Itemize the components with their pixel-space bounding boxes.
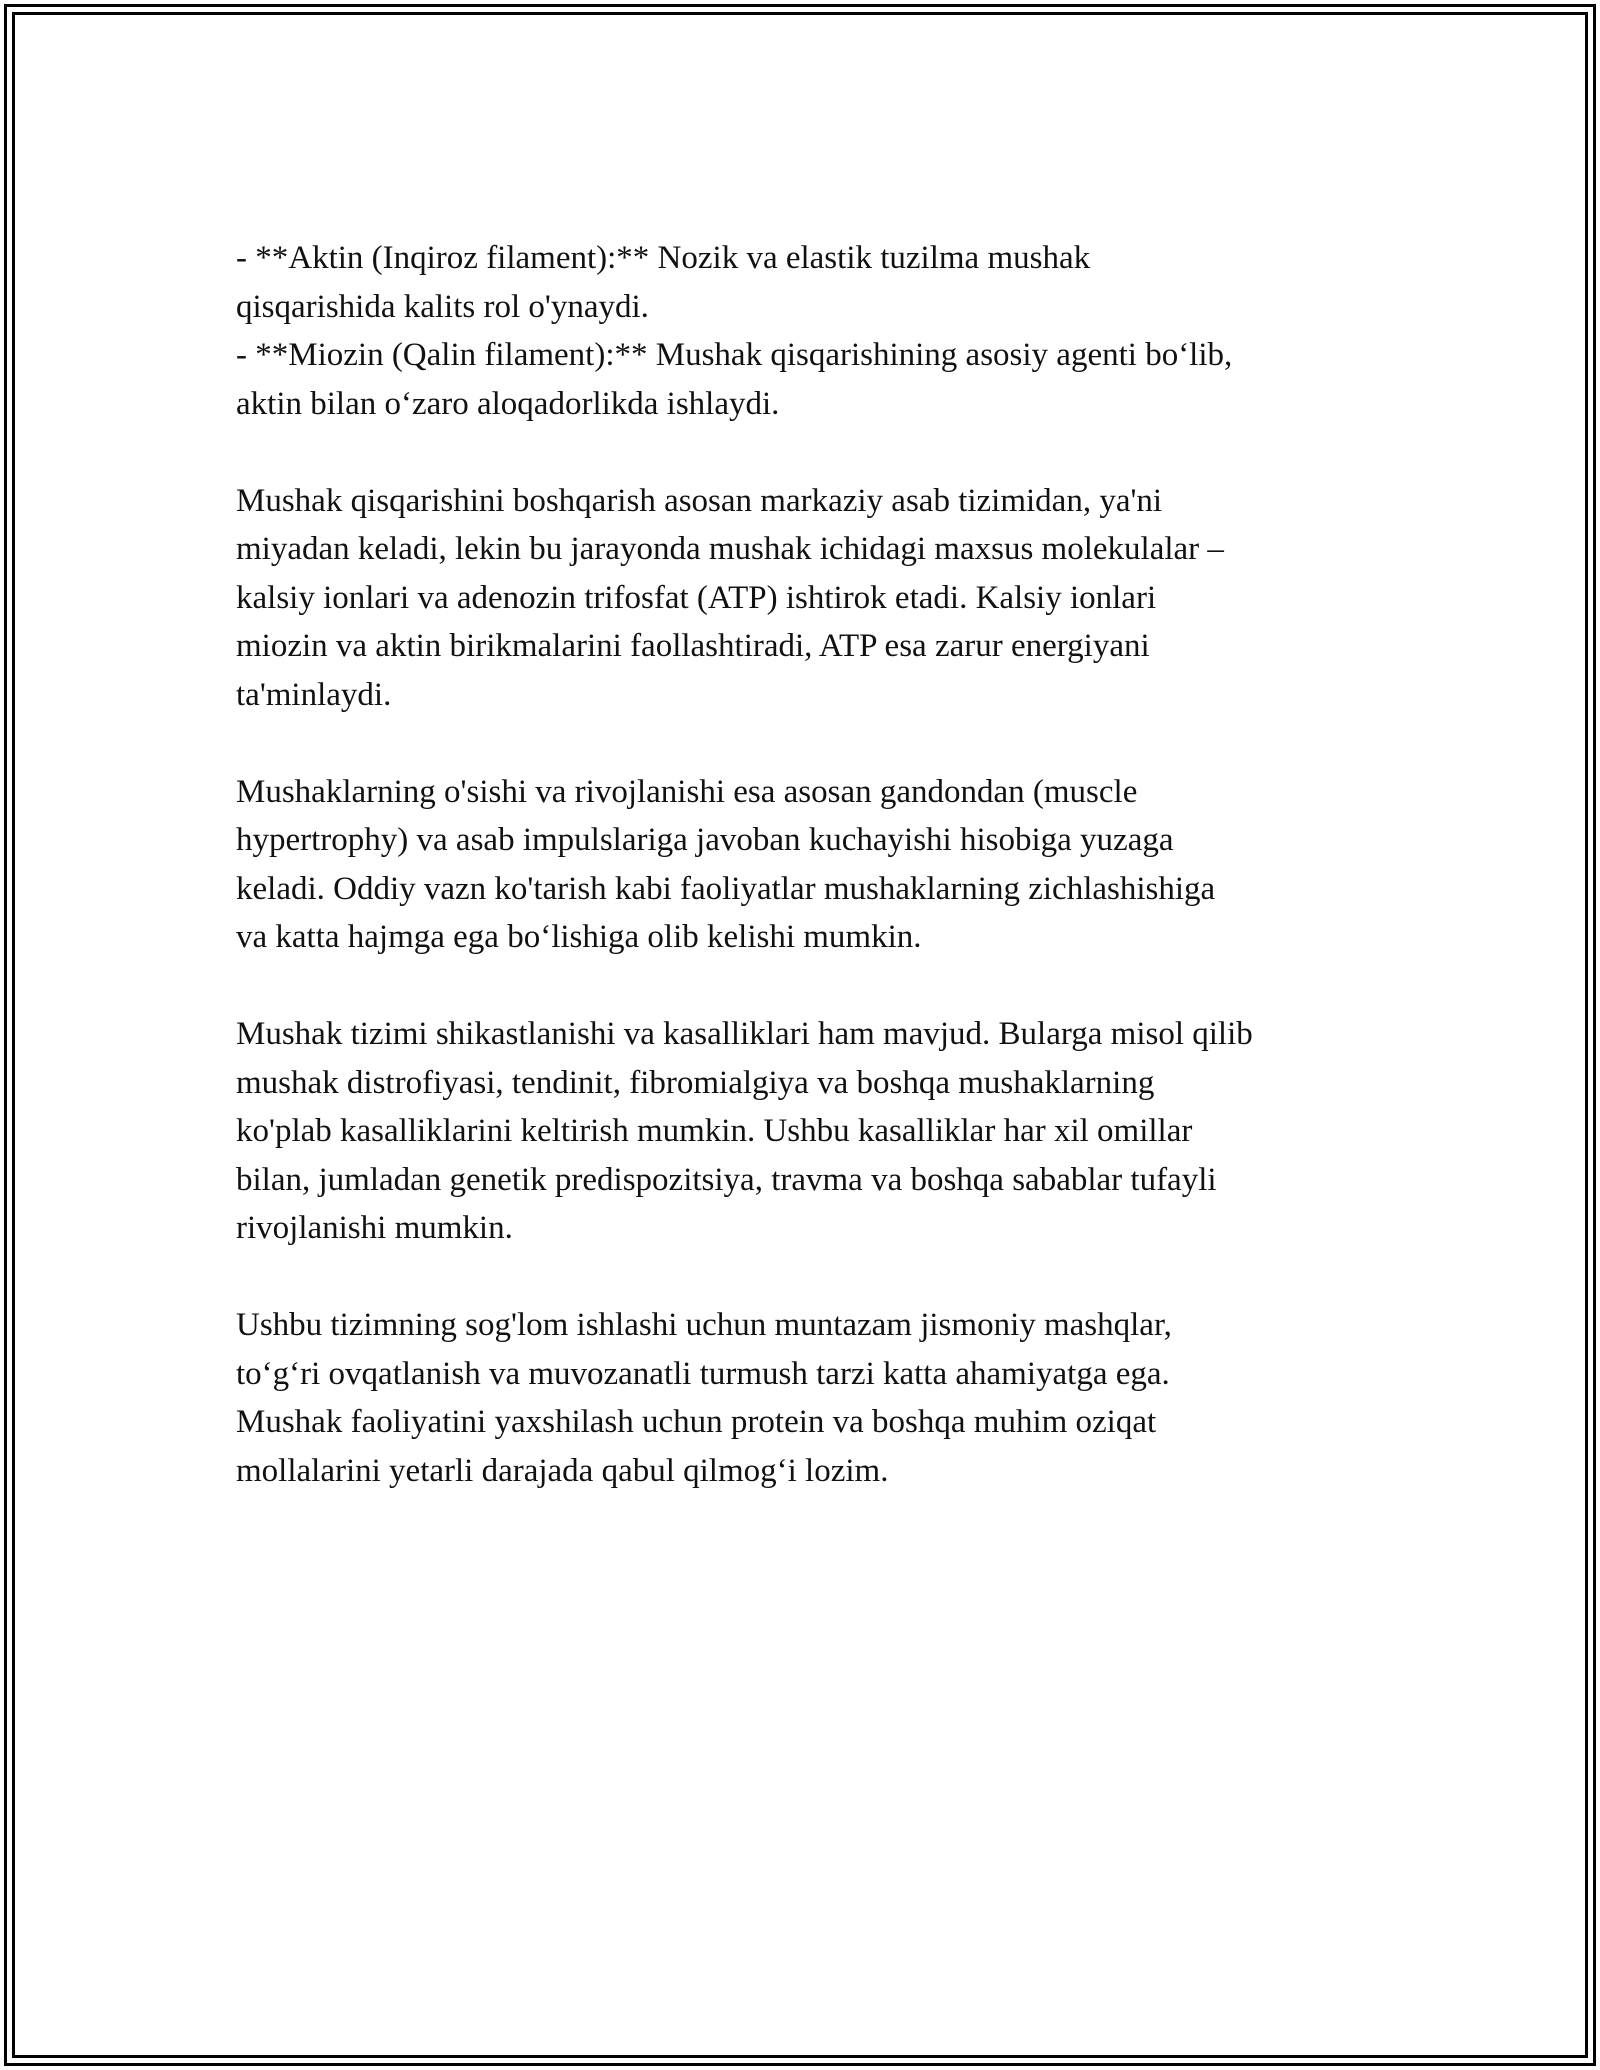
text-line: Mushak qisqarishini boshqarish asosan markaziy asab tizimidan, ya'ni [236, 482, 1163, 519]
paragraph-diseases [236, 1010, 1386, 1253]
paragraph-gap [236, 1253, 1386, 1302]
text-line: mushak distrofiyasi, tendinit, fibromialgiya va boshqa mushaklarning [236, 1064, 1155, 1101]
text-line: - **Aktin (Inqiroz filament):** Nozik va elastik tuzilma mushak [236, 240, 1091, 276]
text-line: Ushbu tizimning sog'lom ishlashi uchun muntazam jismoniy mashqlar, [236, 1307, 1172, 1343]
text-line: qisqarishida kalits rol o'ynaydi. [236, 288, 649, 325]
text-line: kalsiy ionlari va adenozin trifosfat (ATP) ishtirok etadi. Kalsiy ionlari [236, 579, 1157, 616]
document-body [236, 234, 1386, 1495]
text-line: keladi. Oddiy vazn ko'tarish kabi faoliyatlar mushaklarning zichlashishiga [236, 870, 1216, 907]
text-line: Mushaklarning o'sishi va rivojlanishi esa asosan gandondan (muscle [236, 773, 1138, 810]
bullet-aktin [236, 234, 1386, 331]
paragraph-contraction-control [236, 477, 1386, 720]
text-line: Mushak tizimi shikastlanishi va kasalliklari ham mavjud. Bularga misol qilib [236, 1016, 1253, 1052]
text-line: Mushak faoliyatini yaxshilash uchun protein va boshqa muhim oziqat [236, 1404, 1157, 1440]
text-line: ta'minlaydi. [236, 676, 392, 713]
text-line: bilan, jumladan genetik predispozitsiya, travma va boshqa sabablar tufayli [236, 1161, 1217, 1198]
paragraph-gap [236, 962, 1386, 1011]
text-line: rivojlanishi mumkin. [236, 1210, 513, 1246]
paragraph-gap [236, 428, 1386, 477]
paragraph-gap [236, 719, 1386, 768]
bullet-miozin [236, 331, 1386, 428]
text-line: to‘g‘ri ovqatlanish va muvozanatli turmush tarzi katta ahamiyatga ega. [236, 1355, 1170, 1392]
text-line: va katta hajmga ega bo‘lishiga olib kelishi mumkin. [236, 919, 922, 955]
text-line: aktin bilan o‘zaro aloqadorlikda ishlaydi. [236, 385, 780, 422]
paragraph-healthy-lifestyle [236, 1301, 1386, 1495]
text-line: - **Miozin (Qalin filament):** Mushak qisqarishining asosiy agenti bo‘lib, [236, 337, 1233, 373]
text-line: miyadan keladi, lekin bu jarayonda mushak ichidagi maxsus molekulalar – [236, 531, 1224, 567]
text-line: ko'plab kasalliklarini keltirish mumkin. Ushbu kasalliklar har xil omillar [236, 1113, 1193, 1149]
text-line: mollalarini yetarli darajada qabul qilmog‘i lozim. [236, 1452, 889, 1489]
paragraph-muscle-growth [236, 768, 1386, 962]
text-line: miozin va aktin birikmalarini faollashtiradi, ATP esa zarur energiyani [236, 628, 1150, 664]
text-line: hypertrophy) va asab impulslariga javoban kuchayishi hisobiga yuzaga [236, 822, 1174, 858]
